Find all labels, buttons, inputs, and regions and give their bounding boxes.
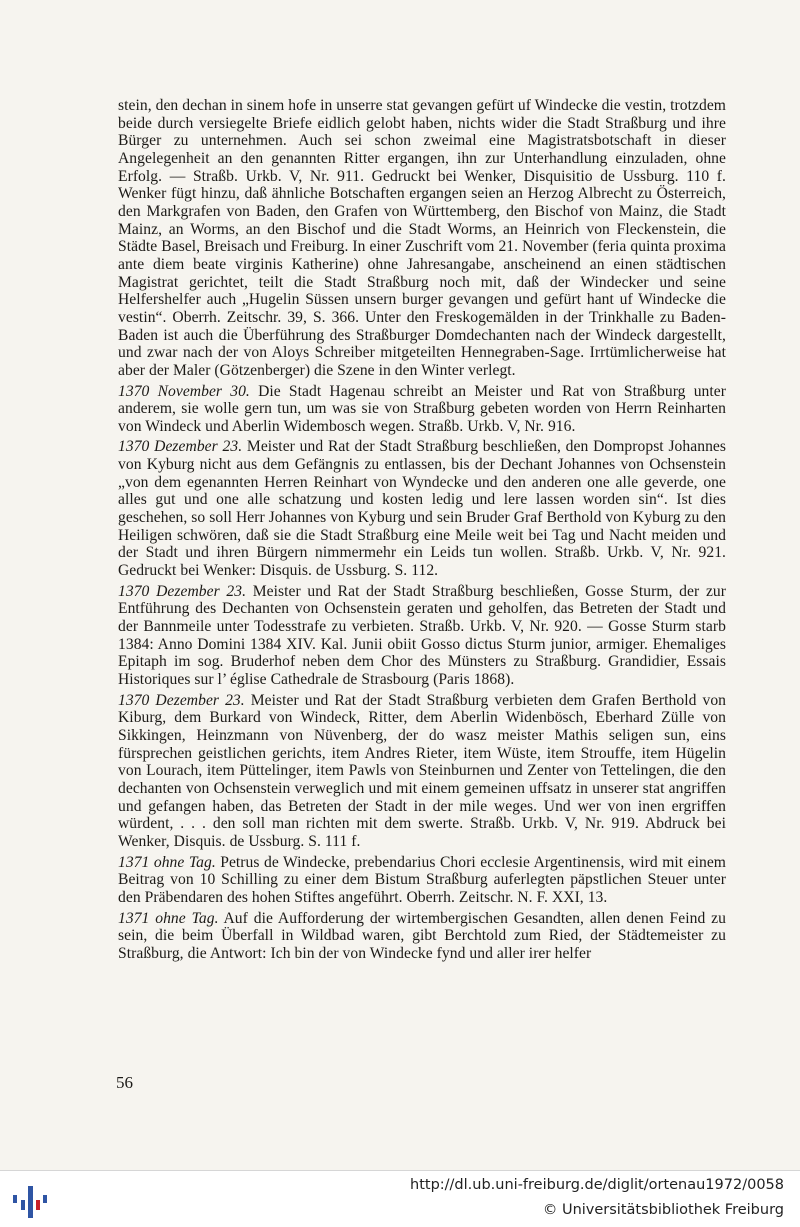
entry-text: Petrus de Windecke, prebendarius Chori ecclesie Argentinensis, wird mit einem Beitrag von 10 Schilling zu einer dem Bistum Straßburg auferlegten päpstlichen Steuer unter den Präbendaren des hohen Stiftes angeführt. Oberrh. Zeitschr. N. F. XXI, 13.: [118, 853, 726, 906]
permalink-url[interactable]: http://dl.ub.uni-freiburg.de/diglit/ortenau1972/0058: [410, 1177, 784, 1193]
footer-bar: [0, 1170, 800, 1227]
entry-text: Meister und Rat der Stadt Straßburg beschließen, den Dompropst Johannes von Kyburg nicht aus dem Gefängnis zu entlassen, bis der Dechant Johannes von Ochsenstein „von dem egenannten Herren Reinhart von Wyndecke und den anderen one alle geverde, one alles gut und one alle schatzung und kosten ledig und lere lassen worden sin“. Ist dies geschehen, so soll Herr Johannes von Kyburg und sein Bruder Graf Berthold von Kyburg zu den Heiligen schwören, daß sie die Stadt Straßburg eine Meile weit bei Tag und Nacht meiden und der Stadt und ihren Bürgern nimmermehr ein Leids tun wollen. Straßb. Urkb. V, Nr. 921. Gedruckt bei Wenker: Disquis. de Ussburg. S. 112.: [118, 438, 727, 580]
entry-date: 1370 Dezember 23.: [118, 438, 243, 456]
entry-text: Meister und Rat der Stadt Straßburg beschließen, Gosse Sturm, der zur Entführung des Dechanten von Ochsenstein geraten und geholfen, das Betreten der Stadt und der Bannmeile unter Todesstrafe zu verbieten. Straßb. Urkb. V, Nr. 920. — Gosse Sturm starb 1384: Anno Domini 1384 XIV. Kal. Junii obiit Gosso dictus Sturm junior, armiger. Ehemaliges Epitaph im sog. Bruderhof neben dem Chor des Münsters zu Straßburg. Grandidier, Essais Historiques sur l’ église Cathedrale de Strasbourg (Paris 1868).: [118, 582, 726, 688]
body-text: [118, 97, 726, 963]
copyright-text: © Universitätsbibliothek Freiburg: [542, 1202, 784, 1218]
paragraph-1: [118, 383, 726, 436]
ub-freiburg-logo-icon: [10, 1178, 50, 1220]
entry-text: stein, den dechan in sinem hofe in unserre stat gevangen gefürt uf Windecke die vestin, trotzdem beide durch versiegelte Briefe eidlich gelobt haben, nichts wider die Stadt Straßburg und ihre Bürger zu unternehmen. Auch sei schon zweimal eine Magistratsbotschaft in dieser Angelegenheit an den genannten Ritter ergangen, ihn zur Unterhandlung einzuladen, ohne Erfolg. — Straßb. Urkb. V, Nr. 911. Gedruckt bei Wenker, Disquisitio de Ussburg. 110 f. Wenker fügt hinzu, daß ähnliche Botschaften ergangen seien an Herzog Albrecht zu Österreich, den Markgrafen von Baden, den Grafen von Württemberg, den Bischof von Mainz, die Stadt Mainz, an Worms, an den Bischof und die Stadt Worms, an Heinrich von Fleckenstein, die Städte Basel, Breisach und Freiburg. In einer Zuschrift vom 21. November (feria quinta proxima ante diem beate virginis Katherine) ohne Jahresangabe, anscheinend an einen städtischen Magistrat gerichtet, teilt die Stadt Straßburg noch mit, daß der Windecker und seine Helfershelfer auch „Hugelin Süssen unsern burger gevangen und gefürt hant uf Windecke die vestin“. Oberrh. Zeitschr. 39, S. 366. Unter den Freskogemälden in der Trinkhalle zu Baden-Baden ist auch die Überführung des Straßburger Domdechanten nach der Windeck dargestellt, und zwar nach der von Aloys Schreiber mitgeteilten Hennegraben-Sage. Irrtümlicherweise hat aber der Maler (Götzenberger) die Szene in den Winter verlegt.: [118, 97, 726, 379]
entry-date: 1370 Dezember 23.: [118, 691, 245, 709]
paragraph-5: [118, 854, 726, 907]
entry-date: 1370 Dezember 23.: [118, 582, 247, 600]
entry-date: 1371 ohne Tag.: [118, 853, 216, 871]
entry-text: Meister und Rat der Stadt Straßburg verbieten dem Grafen Berthold von Kiburg, dem Burkard von Windeck, Ritter, dem Aberlin Widenbösch, Eberhard Zülle von Sikkingen, Heinzmann von Nüvenberg, der do wasz meister Mathis seligen sun, eins fürsprechen geistlichen gerichts, item Andres Rieter, item Wüste, item Strouffe, item Hügelin von Lourach, item Püttelinger, item Pawls von Steinburnen und Zenter von Tettelingen, die den dechanten von Ochsenstein verweglich und mit einem gemeinen uffsatz in unserer stat angriffen und gefangen haben, das Betreten der Stadt in der mile weges. Und wer von inen ergriffen würdent, . . . den soll man richten mit dem swerte. Straßb. Urkb. V, Nr. 919. Abdruck bei Wenker, Disquis. de Ussburg. S. 111 f.: [118, 691, 727, 850]
entry-date: 1371 ohne Tag.: [118, 909, 219, 927]
entry-date: 1370 November 30.: [118, 382, 250, 400]
page-number: 56: [116, 1073, 133, 1092]
paragraph-0: [118, 97, 726, 380]
entry-text: Die Stadt Hagenau schreibt an Meister und Rat von Straßburg unter anderem, sie wolle gern tun, um was sie von Straßburg gebeten worden von Herrn Reinharten von Windeck und Aberlin Widembosch wegen. Straßb. Urkb. V, Nr. 916.: [118, 382, 726, 435]
paragraph-4: [118, 692, 726, 851]
paragraph-2: [118, 438, 726, 579]
paragraph-6: [118, 910, 726, 963]
paragraph-3: [118, 583, 726, 689]
entry-text: Auf die Aufforderung der wirtembergischen Gesandten, allen denen Feind zu sein, die beim Überfall in Wildbad waren, gibt Berchtold zum Ried, der Städtemeister zu Straßburg, die Antwort: Ich bin der von Windecke fynd und aller irer helfer: [118, 909, 726, 962]
